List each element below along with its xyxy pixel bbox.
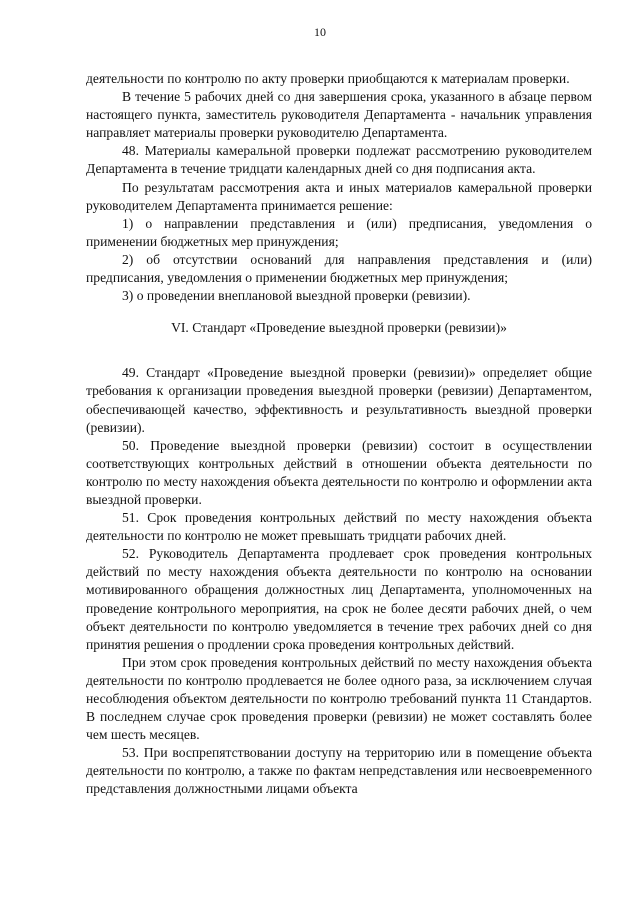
paragraph: В течение 5 рабочих дней со дня завершения срока, указанного в абзаце первом настоящего пункта, заместитель руководителя Департамента - начальник управления направляет материалы проверки руководителю Департамента. bbox=[86, 89, 592, 141]
page-number: 10 bbox=[314, 25, 326, 39]
list-item: 1) о направлении представления и (или) предписания, уведомления о применении бюджетных мер принуждения; bbox=[86, 215, 592, 249]
paragraph: 49. Стандарт «Проведение выездной проверки (ревизии)» определяет общие требования к организации проведения выездной проверки (ревизии) Департаментом, обеспечивающей качество, эффективность и результативность выездной проверки (ревизии). bbox=[86, 365, 592, 435]
document-body bbox=[86, 70, 592, 799]
list-item: 2) об отсутствии оснований для направления представления и (или) предписания, уведомления о применении бюджетных мер принуждения; bbox=[86, 251, 592, 286]
paragraph: 50. Проведение выездной проверки (ревизии) состоит в осуществлении соответствующих контрольных действий в отношении объекта деятельности по контролю по месту нахождения объекта деятельности по контролю и оформлении акта выездной проверки. bbox=[86, 437, 592, 507]
paragraph: По результатам рассмотрения акта и иных материалов камеральной проверки руководителем Департамента принимается решение: bbox=[86, 179, 592, 213]
section-heading: VI. Стандарт «Проведение выездной проверки (ревизии)» bbox=[171, 320, 507, 336]
list-item: 3) о проведении внеплановой выездной проверки (ревизии). bbox=[122, 288, 471, 304]
paragraph: 51. Срок проведения контрольных действий по месту нахождения объекта деятельности по контролю не может превышать тридцати рабочих дней. bbox=[86, 510, 592, 544]
paragraph: деятельности по контролю по акту проверки приобщаются к материалам проверки. bbox=[86, 71, 570, 86]
paragraph: При этом срок проведения контрольных действий по месту нахождения объекта деятельности по контролю продлевается не более одного раза, за исключением случая несоблюдения объектом деятельности по контролю требований пункта 11 Стандартов. В последнем случае срок проведения проверки (ревизии) не может составлять более чем шесть месяцев. bbox=[86, 654, 592, 743]
paragraph: 52. Руководитель Департамента продлевает срок проведения контрольных действий по месту нахождения объекта деятельности по контролю на основании мотивированного обращения должностных лиц Департамента, уполномоченных на проведение контрольного мероприятия, на срок не более десяти рабочих дней, о чем объект деятельности по контролю уведомляется в течение трех рабочих дней со дня принятия решения о продлении срока проведения контрольных действий. bbox=[86, 546, 592, 652]
paragraph: 48. Материалы камеральной проверки подлежат рассмотрению руководителем Департамента в течение тридцати календарных дней со дня подписания акта. bbox=[86, 143, 592, 177]
paragraph: 53. При воспрепятствовании доступу на территорию или в помещение объекта деятельности по контролю, а также по фактам непредставления или несвоевременного представления должностными лицами объекта bbox=[86, 745, 592, 797]
